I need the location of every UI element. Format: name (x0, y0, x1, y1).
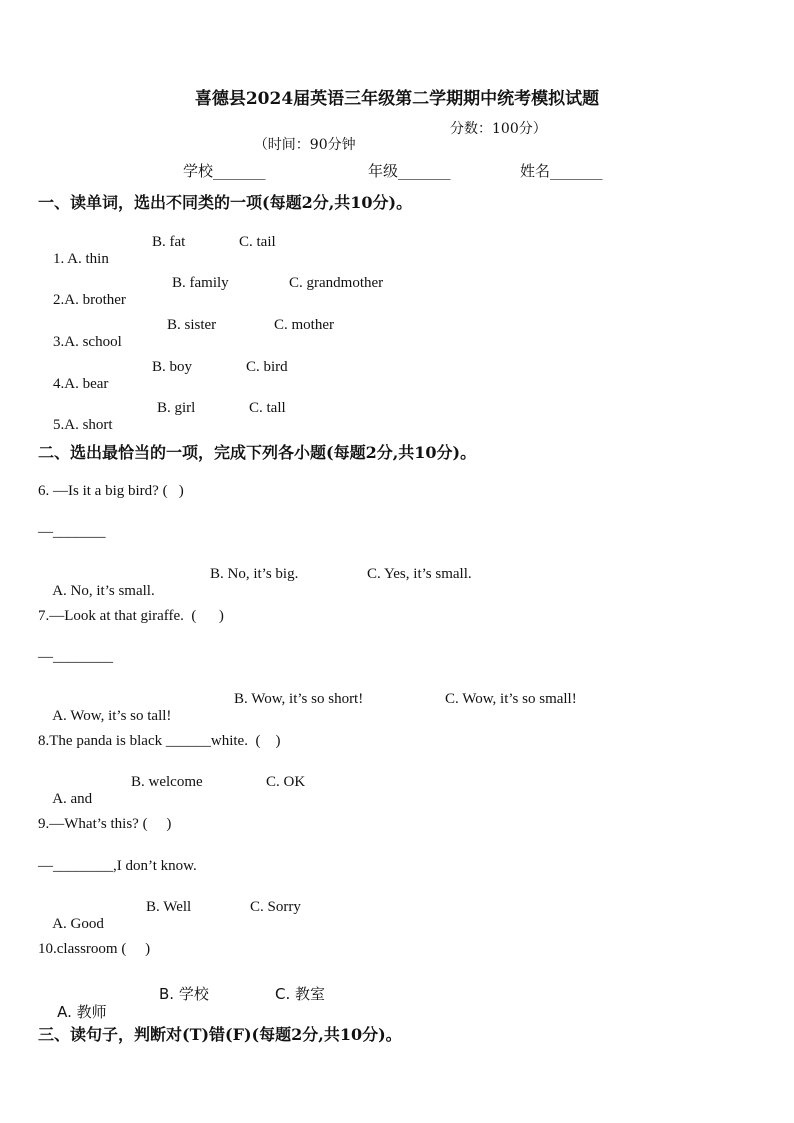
grade-field: 年级_______ (368, 162, 451, 180)
question-8-option-c: C. OK (266, 774, 306, 790)
question-9-option-a: A. Good (52, 916, 104, 932)
question-8-option-a: A. and (52, 791, 93, 807)
question-6-option-b: B. No, it’s big. (210, 566, 299, 582)
question-2-option-b: B. family (172, 275, 229, 291)
question-8-stem: 8.The panda is black ______white. ( ) (38, 733, 281, 749)
question-8-option-b: B. welcome (131, 774, 203, 790)
question-6-answer-blank: —_______ (38, 524, 106, 540)
question-1-option-b: B. fat (152, 234, 186, 250)
question-10-option-b: B. 学校 (159, 985, 209, 1003)
section-1-heading: 一、读单词，选出不同类的一项(每题2分,共10分)。 (38, 193, 413, 212)
question-9-option-b: B. Well (146, 899, 192, 915)
question-9-option-c: C. Sorry (250, 899, 301, 915)
question-2-option-c: C. grandmother (289, 275, 384, 291)
question-5-option-a: 5.A. short (53, 417, 113, 433)
question-4-option-b: B. boy (152, 359, 193, 375)
question-7-option-c: C. Wow, it’s so small! (445, 691, 577, 707)
question-5-option-c: C. tall (249, 400, 286, 416)
question-3-option-a: 3.A. school (53, 334, 122, 350)
question-10-stem: 10.classroom ( ) (38, 941, 151, 957)
question-3-option-c: C. mother (274, 317, 334, 333)
exam-title: 喜德县2024届英语三年级第二学期期中统考模拟试题 (194, 89, 600, 109)
exam-time: （时间：90分钟 (253, 137, 356, 153)
question-1-option-c: C. tail (239, 234, 276, 250)
question-6-option-c: C. Yes, it’s small. (367, 566, 472, 582)
question-7-answer-blank: —________ (38, 649, 113, 665)
section-2-heading: 二、选出最恰当的一项，完成下列各小题(每题2分,共10分)。 (38, 443, 477, 462)
question-6-option-a: A. No, it’s small. (52, 583, 155, 599)
question-9-answer-blank: —________,I don’t know. (38, 858, 197, 874)
question-3-option-b: B. sister (167, 317, 217, 333)
question-10-option-c: C. 教室 (275, 985, 326, 1003)
name-field: 姓名_______ (520, 162, 603, 180)
question-1-option-a: 1. A. thin (53, 251, 109, 267)
question-5-option-b: B. girl (157, 400, 196, 416)
question-10-option-a: A. 教师 (57, 1003, 107, 1021)
school-field: 学校_______ (183, 162, 266, 180)
question-4-option-a: 4.A. bear (53, 376, 109, 392)
section-3-heading: 三、读句子，判断对(T)错(F)(每题2分,共10分)。 (38, 1025, 402, 1044)
exam-score: 分数：100分） (450, 121, 547, 137)
question-7-stem: 7.—Look at that giraffe. ( ) (38, 608, 224, 624)
question-4-option-c: C. bird (246, 359, 288, 375)
question-2-option-a: 2.A. brother (53, 292, 126, 308)
question-7-option-a: A. Wow, it’s so tall! (52, 708, 172, 724)
question-9-stem: 9.—What’s this? ( ) (38, 816, 172, 832)
question-6-stem: 6. —Is it a big bird? ( ) (38, 483, 184, 499)
question-7-option-b: B. Wow, it’s so short! (234, 691, 364, 707)
